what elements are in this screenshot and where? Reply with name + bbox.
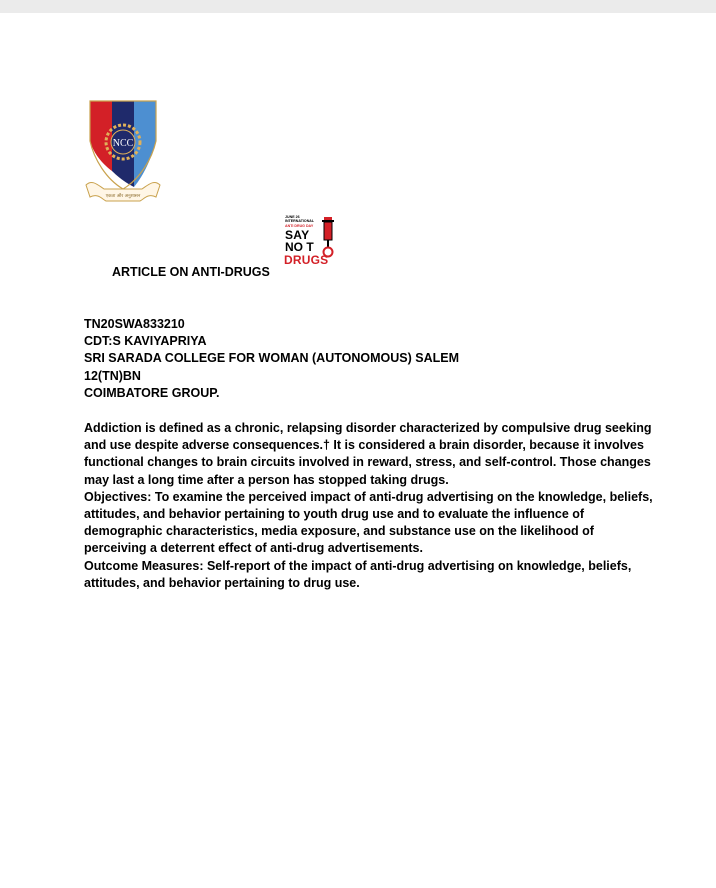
- cadet-id: TN20SWA833210: [84, 317, 185, 331]
- say-no-to-drugs-logo: JUNE 26 INTERNATIONAL ANTI DRUG DAY SAY NO T DRUGS: [282, 212, 340, 270]
- battalion: 12(TN)BN: [84, 368, 141, 383]
- svg-text:एकता और अनुशासन: एकता और अनुशासन: [105, 194, 141, 199]
- article-title: ARTICLE ON ANTI-DRUGS: [112, 265, 270, 279]
- group-name: COIMBATORE GROUP.: [84, 385, 220, 400]
- drug-day-caption: JUNE 26 INTERNATIONAL ANTI DRUG DAY: [285, 215, 315, 228]
- paragraph-objectives: Objectives: To examine the perceived impact of anti-drug advertising on the knowledge, beliefs, attitudes, and behavior pertaining to youth drug use and to evaluate the influence of demographic characteristics, media exposure, and substance use on the likelihood of perceiving a deterrent effect of anti-drug advertisements.: [84, 489, 653, 556]
- cadet-name: CDT:S KAVIYAPRIYA: [84, 334, 207, 349]
- top-bar: [0, 0, 716, 13]
- cadet-info: [84, 316, 459, 402]
- article-body: [84, 420, 659, 592]
- paragraph-outcome-measures: Outcome Measures: Self-report of the impact of anti-drug advertising on knowledge, beliefs, attitudes, and behavior pertaining to drug use.: [84, 558, 632, 590]
- svg-text:NCC: NCC: [112, 138, 134, 149]
- ncc-emblem-logo: [82, 97, 164, 207]
- college-name: SRI SARADA COLLEGE FOR WOMAN (AUTONOMOUS) SALEM: [84, 351, 459, 366]
- paragraph-addiction: Addiction is defined as a chronic, relapsing disorder characterized by compulsive drug seeking and use despite adverse consequences.† It is considered a brain disorder, because it involves functional changes to brain circuits involved in reward, stress, and self-control. Those changes may last a long time after a person has stopped taking drugs.: [84, 421, 652, 487]
